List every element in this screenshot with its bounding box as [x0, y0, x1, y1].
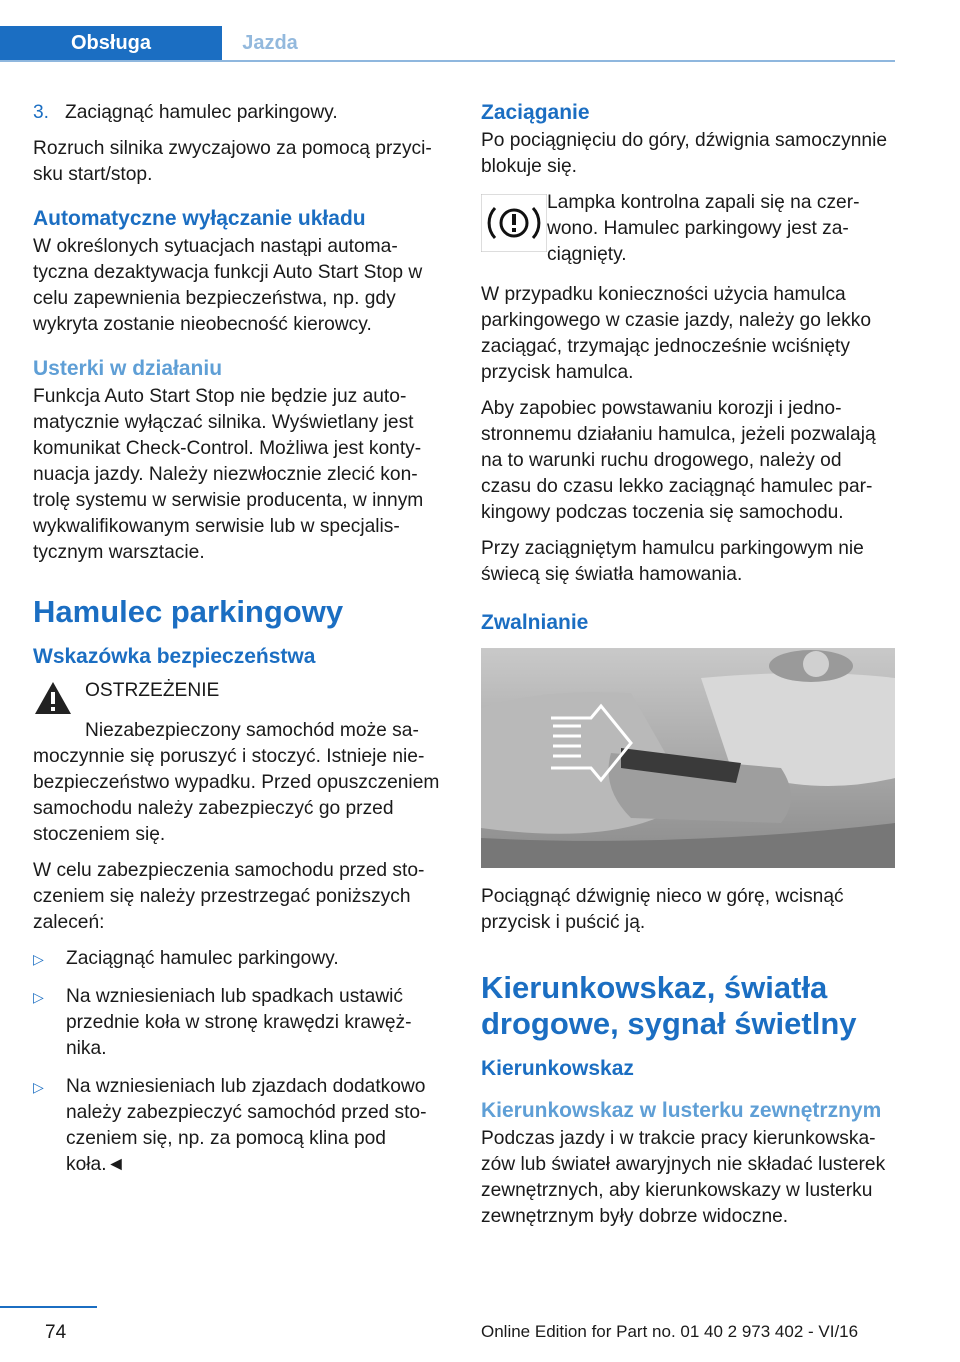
warning-triangle-icon	[33, 678, 85, 724]
left-column	[33, 100, 445, 1190]
indicator-lamp-note	[481, 190, 895, 268]
step-3	[33, 100, 445, 126]
heading-safety-note: Wskazówka bezpieczeństwa	[33, 645, 316, 668]
list-item-text: Na wzniesieniach lub zjazdach dodatkowo należy zabezpieczyć samochód przed stoczeniem się, np. za pomocą klina pod koła.◄	[66, 1076, 427, 1175]
warning-title: OSTRZEŻENIE	[85, 680, 220, 701]
triangle-bullet-icon: ▷	[33, 1079, 44, 1095]
footer-divider	[0, 1306, 97, 1308]
edition-note: Online Edition for Part no. 01 40 2 973 402 - VI/16	[481, 1322, 859, 1341]
tab-jazda[interactable]: Jazda	[242, 31, 298, 54]
heading-release: Zwalnianie	[481, 611, 589, 634]
right-column	[481, 100, 895, 1240]
warning-text: Niezabezpieczony samochód może samoczynnie się poruszyć i stoczyć. Istnieje niebezpieczeństwo wypadku. Przed opuszczeniem samochodu należy zabezpieczyć go przed stoczeniem się.	[33, 720, 440, 845]
heading-parking-brake: Hamulec parkingowy	[33, 594, 344, 629]
paragraph-start: Rozruch silnika zwyczajowo za pomocą przycisku start/stop.	[33, 138, 432, 185]
heading-indicator-sub: Kierunkowskaz	[481, 1057, 634, 1080]
heading-auto-off: Automatyczne wyłączanie układu	[33, 207, 366, 230]
heading-faults: Usterki w działaniu	[33, 357, 223, 380]
heading-apply: Zaciąganie	[481, 101, 590, 124]
lamp-text: Lampka kontrolna zapali się na czerwono. Hamulec parkingowy jest zaciągnięty.	[547, 192, 860, 265]
paragraph-apply: Po pociągnięciu do góry, dźwignia samoczynnie blokuje się.	[481, 130, 888, 177]
paragraph-corrosion: Aby zapobiec powstawaniu korozji i jednostronnemu działaniu hamulca, jeżeli pozwalają na to warunki ruchu drogowego, należy od czasu do czasu lekko zaciągnąć hamulec parkingowy podczas toczenia się samochodu.	[481, 398, 876, 523]
list-item-text: Na wzniesieniach lub spadkach ustawić przednie koła w stronę krawędzi krawężnika.	[66, 986, 412, 1059]
parking-brake-lever-image	[481, 648, 895, 868]
page-number: 74	[45, 1322, 67, 1343]
triangle-bullet-icon: ▷	[33, 989, 44, 1005]
heading-mirror-indicator: Kierunkowskaz w lusterku zewnętrznym	[481, 1099, 882, 1122]
page-header	[0, 0, 960, 62]
step-text: Zaciągnąć hamulec parkingowy.	[65, 102, 338, 123]
paragraph-driving: W przypadku konieczności użycia hamulca parkingowego w czasie jazdy, należy go lekko zaciągać, trzymając jednocześnie wciśnięty przycisk hamulca.	[481, 284, 871, 383]
list-item	[33, 946, 445, 972]
brake-warning-lamp-icon	[481, 194, 547, 252]
paragraph-faults: Funkcja Auto Start Stop nie będzie juz automatycznie wyłączać silnika. Wyświetlany jest komunikat Check-Control. Możliwa jest kontynuacja jazdy. Należy niezwłocznie zlecić kontrolę systemu w serwisie producenta, w innym wykwalifikowanym serwisie lub w specjalistycznym warsztacie.	[33, 386, 424, 563]
triangle-bullet-icon: ▷	[33, 951, 44, 967]
step-number: 3.	[33, 102, 50, 123]
list-item	[33, 1074, 445, 1178]
tab-obsluga[interactable]: Obsługa	[0, 26, 222, 60]
list-item	[33, 984, 445, 1062]
list-item-text: Zaciągnąć hamulec parkingowy.	[66, 948, 339, 969]
paragraph-lights: Przy zaciągniętym hamulcu parkingowym nie świecą się światła hamowania.	[481, 538, 864, 585]
heading-indicator: Kierunkowskaz, światła drogowe, sygnał świetlny	[481, 970, 857, 1041]
header-divider	[0, 60, 895, 62]
paragraph-auto-off: W określonych sytuacjach nastąpi automatyczna dezaktywacja funkcji Auto Start Stop w celu zapewnienia bezpieczeństwa, np. gdy wykryta zostanie nieobecność kierowcy.	[33, 236, 423, 335]
paragraph-mirror: Podczas jazdy i w trakcie pracy kierunkowskazów lub świateł awaryjnych nie składać lusterek zewnętrznych, aby kierunkowskazy w lusterku zewnętrznym były dobrze widoczne.	[481, 1128, 886, 1227]
paragraph-release: Pociągnąć dźwignię nieco w górę, wcisnąć przycisk i puścić ją.	[481, 886, 844, 933]
paragraph-secure: W celu zabezpieczenia samochodu przed stoczeniem się należy przestrzegać poniższych zaleceń:	[33, 860, 425, 933]
